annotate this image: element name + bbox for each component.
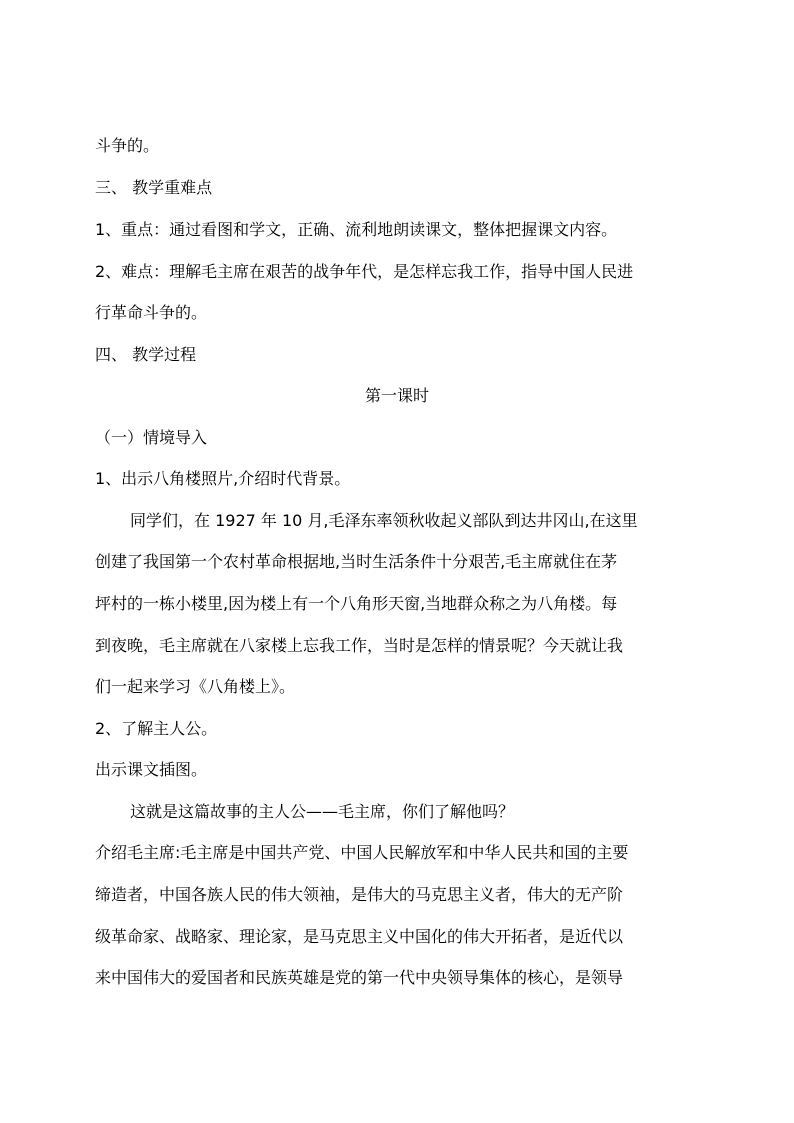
text-line: 1、出示八角楼照片,介绍时代背景。 bbox=[95, 469, 351, 488]
text-line: 缔造者，中国各族人民的伟大领袖，是伟大的马克思主义者，伟大的无产阶 bbox=[95, 885, 624, 904]
text-line: 斗争的。 bbox=[95, 136, 160, 155]
text-line: 创建了我国第一个农村革命根据地,当时生活条件十分艰苦,毛主席就住在茅 bbox=[95, 552, 618, 571]
text-line: 介绍毛主席:毛主席是中国共产党、中国人民解放军和中华人民共和国的主要 bbox=[95, 843, 629, 862]
text-line: 1、重点：通过看图和学文，正确、流利地朗读课文，整体把握课文内容。 bbox=[95, 220, 618, 239]
subsection-heading: （一）情境导入 bbox=[95, 428, 208, 447]
text-line: 出示课文插图。 bbox=[95, 760, 208, 779]
section-heading: 四、 教学过程 bbox=[95, 345, 197, 364]
text-line: 们一起来学习《八角楼上》。 bbox=[95, 677, 296, 696]
text-line: 行革命斗争的。 bbox=[95, 303, 208, 322]
text-line: 这就是这篇故事的主人公——毛主席，你们了解他吗？ bbox=[130, 802, 515, 821]
text-line: 2、了解主人公。 bbox=[95, 719, 218, 738]
text-line: 到夜晚，毛主席就在八家楼上忘我工作，当时是怎样的情景呢？今天就让我 bbox=[95, 636, 624, 655]
lesson-title: 第一课时 bbox=[364, 386, 429, 405]
text-line: 来中国伟大的爱国者和民族英雄是党的第一代中央领导集体的核心，是领导 bbox=[95, 968, 624, 987]
text-line: 2、难点：理解毛主席在艰苦的战争年代，是怎样忘我工作，指导中国人民进 bbox=[95, 262, 634, 281]
text-line: 级革命家、战略家、理论家，是马克思主义中国化的伟大开拓者，是近代以 bbox=[95, 927, 624, 946]
section-heading: 三、 教学重难点 bbox=[95, 178, 213, 197]
text-line: 同学们，在 1927 年 10 月,毛泽东率领秋收起义部队到达井冈山,在这里 bbox=[130, 511, 638, 530]
text-line: 坪村的一栋小楼里,因为楼上有一个八角形天窗,当地群众称之为八角楼。每 bbox=[95, 594, 618, 613]
